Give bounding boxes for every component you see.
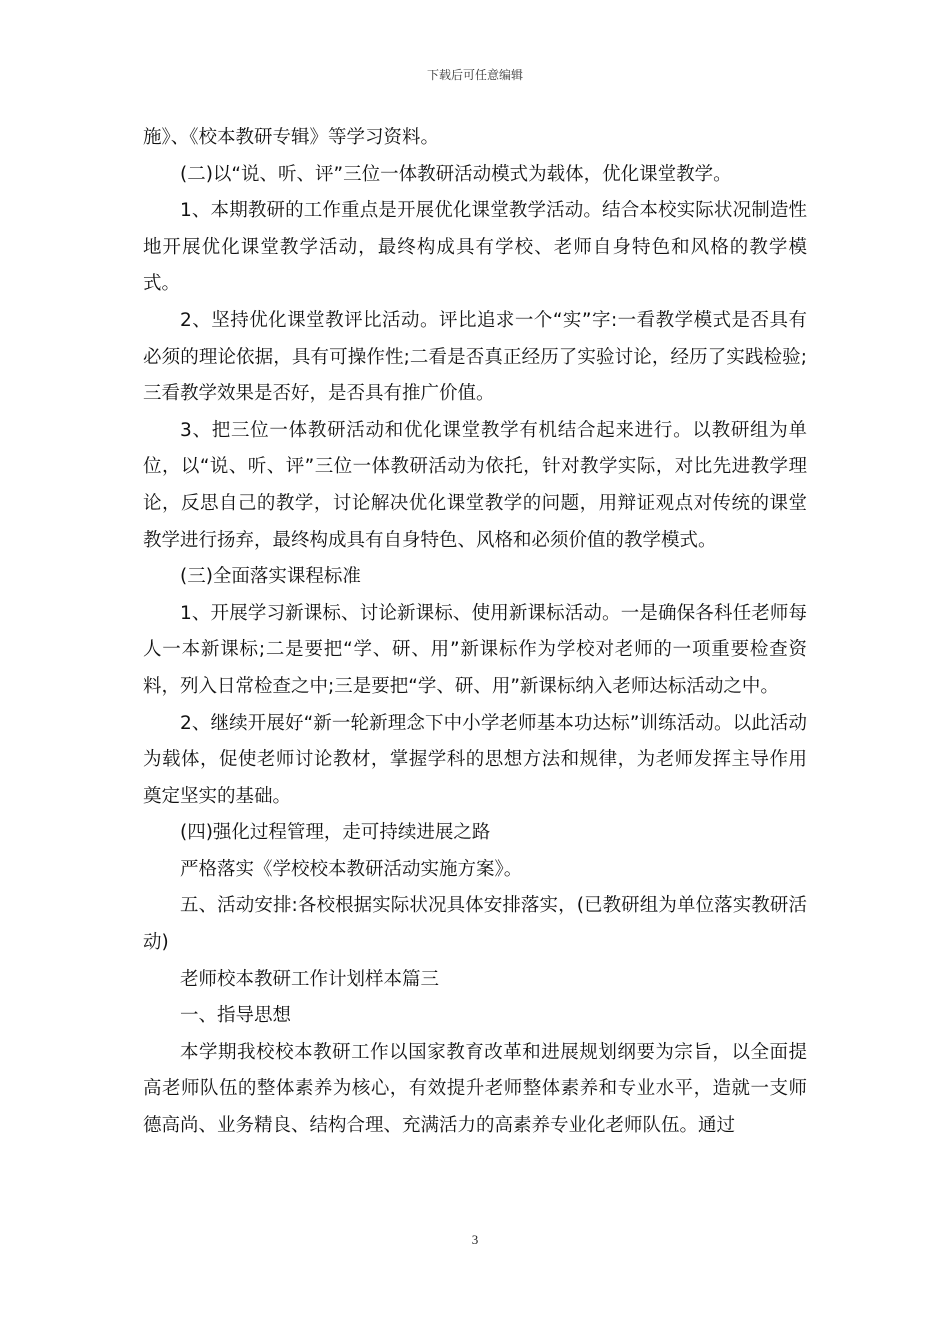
page-number: 3 [471, 1232, 479, 1247]
section-title: 老师校本教研工作计划样本篇三 [180, 968, 440, 990]
paragraph-6: (三)全面落实课程标准 [180, 566, 361, 588]
page-header: 下载后可任意编辑 [426, 68, 523, 82]
paragraph-2: (二)以“说、听、评”三位一体教研活动模式为载体，优化课堂教学。 [180, 163, 732, 185]
paragraph-1: 施》、《校本教研专辑》等学习资料。 [143, 127, 440, 148]
paragraph-9: (四)强化过程管理，走可持续进展之路 [180, 822, 491, 844]
paragraph-5: 3、把三位一体教研活动和优化课堂教学有机结合起来进行。以教研组为单位，以“说、听、评”三位一体教研活动为依托，针对教学实际，对比先进教学理论，反思自己的教学，讨论解决优化课堂教学的问题，用辩证观点对传统的课堂教学进行扬弃，最终构成具有自身特色、风格和必须价值的教学模式。 [143, 419, 807, 551]
body-text [143, 120, 807, 1145]
paragraph-7: 1、开展学习新课标、讨论新课标、使用新课标活动。一是确保各科任老师每人一本新课标;二是要把“学、研、用”新课标作为学校对老师的一项重要检查资料，列入日常检查之中;三是要把“学、研、用”新课标纳入老师达标活动之中。 [143, 602, 807, 697]
paragraph-10: 严格落实《学校校本教研活动实施方案》。 [180, 858, 523, 880]
paragraph-4: 2、坚持优化课堂教评比活动。评比追求一个“实”字:一看教学模式是否具有必须的理论依据，具有可操作性;二看是否真正经历了实验讨论，经历了实践检验;三看教学效果是否好，是否具有推广价值。 [143, 309, 807, 405]
paragraph-14: 本学期我校校本教研工作以国家教育改革和进展规划纲要为宗旨，以全面提高老师队伍的整体素养为核心，有效提升老师整体素养和专业水平，造就一支师德高尚、业务精良、结构合理、充满活力的高素养专业化老师队伍。通过 [143, 1041, 807, 1137]
paragraph-3: 1、本期教研的工作重点是开展优化课堂教学活动。结合本校实际状况制造性地开展优化课堂教学活动，最终构成具有学校、老师自身特色和风格的教学模式。 [143, 200, 807, 295]
paragraph-8: 2、继续开展好“新一轮新理念下中小学老师基本功达标”训练活动。以此活动为载体，促使老师讨论教材，掌握学科的思想方法和规律，为老师发挥主导作用奠定坚实的基础。 [143, 712, 807, 807]
section-heading: 一、指导思想 [180, 1005, 292, 1027]
paragraph-11: 五、活动安排:各校根据实际状况具体安排落实，(已教研组为单位落实教研活动) [143, 895, 807, 954]
